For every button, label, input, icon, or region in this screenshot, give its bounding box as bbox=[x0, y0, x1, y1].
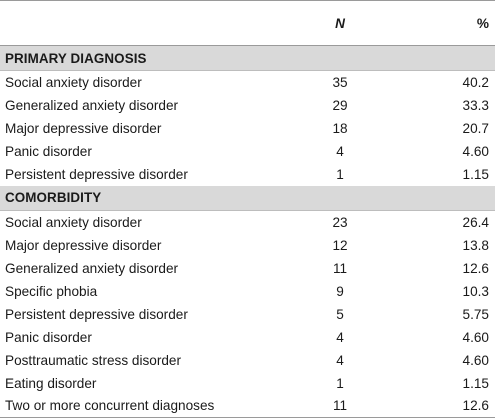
row-percent: 13.8 bbox=[462, 237, 489, 253]
row-label: Persistent depressive disorder bbox=[5, 306, 188, 322]
row-percent: 40.2 bbox=[462, 74, 489, 90]
table-row bbox=[0, 211, 495, 234]
table-row bbox=[0, 71, 495, 94]
row-percent: 10.3 bbox=[462, 283, 489, 299]
row-percent: 5.75 bbox=[462, 306, 489, 322]
row-percent: 4.60 bbox=[462, 143, 489, 159]
row-percent: 20.7 bbox=[462, 120, 489, 136]
row-label: Social anxiety disorder bbox=[5, 74, 142, 90]
section-title: COMORBIDITY bbox=[0, 186, 495, 211]
row-n: 12 bbox=[332, 237, 348, 253]
table-row bbox=[0, 257, 495, 280]
row-label: Generalized anxiety disorder bbox=[5, 97, 179, 113]
row-n: 1 bbox=[336, 375, 344, 391]
table-row bbox=[0, 117, 495, 140]
table-row bbox=[0, 349, 495, 372]
header-label-cell bbox=[0, 1, 290, 46]
row-n: 9 bbox=[336, 283, 344, 299]
section-title: PRIMARY DIAGNOSIS bbox=[0, 46, 495, 71]
row-n: 11 bbox=[290, 395, 390, 418]
row-n: 4 bbox=[336, 329, 344, 345]
row-n: 1 bbox=[336, 166, 344, 182]
row-label: Social anxiety disorder bbox=[5, 214, 142, 230]
row-label: Panic disorder bbox=[5, 143, 92, 159]
section-header-primary-diagnosis bbox=[0, 46, 495, 71]
row-n: 4 bbox=[336, 143, 344, 159]
row-percent: 4.60 bbox=[462, 352, 489, 368]
table-row bbox=[0, 163, 495, 186]
row-percent: 12.6 bbox=[390, 395, 495, 418]
row-n: 35 bbox=[332, 74, 348, 90]
table-row bbox=[0, 280, 495, 303]
row-label: Eating disorder bbox=[5, 375, 97, 391]
row-label: Posttraumatic stress disorder bbox=[5, 352, 182, 368]
table-row bbox=[0, 140, 495, 163]
row-label: Generalized anxiety disorder bbox=[5, 260, 179, 276]
row-percent: 12.6 bbox=[462, 260, 489, 276]
row-n: 5 bbox=[336, 306, 344, 322]
row-percent: 26.4 bbox=[462, 214, 489, 230]
row-percent: 1.15 bbox=[462, 166, 489, 182]
table-row bbox=[0, 234, 495, 257]
row-label: Persistent depressive disorder bbox=[5, 166, 188, 182]
row-label: Two or more concurrent diagnoses bbox=[0, 395, 290, 418]
row-percent: 33.3 bbox=[462, 97, 489, 113]
section-header-comorbidity bbox=[0, 186, 495, 211]
row-percent: 4.60 bbox=[462, 329, 489, 345]
header-n-cell: N bbox=[290, 1, 390, 46]
row-label: Major depressive disorder bbox=[5, 120, 162, 136]
table-row bbox=[0, 395, 495, 418]
table-row bbox=[0, 326, 495, 349]
row-n: 29 bbox=[332, 97, 348, 113]
table-row bbox=[0, 94, 495, 117]
row-label: Major depressive disorder bbox=[5, 237, 162, 253]
row-label: Specific phobia bbox=[5, 283, 98, 299]
table-row bbox=[0, 372, 495, 395]
table-header-row bbox=[0, 1, 495, 46]
row-percent: 1.15 bbox=[462, 375, 489, 391]
row-n: 23 bbox=[332, 214, 348, 230]
row-n: 11 bbox=[332, 260, 348, 276]
row-n: 18 bbox=[332, 120, 348, 136]
header-percent-cell: % bbox=[390, 1, 495, 46]
table-row bbox=[0, 303, 495, 326]
row-n: 4 bbox=[336, 352, 344, 368]
row-label: Panic disorder bbox=[5, 329, 92, 345]
